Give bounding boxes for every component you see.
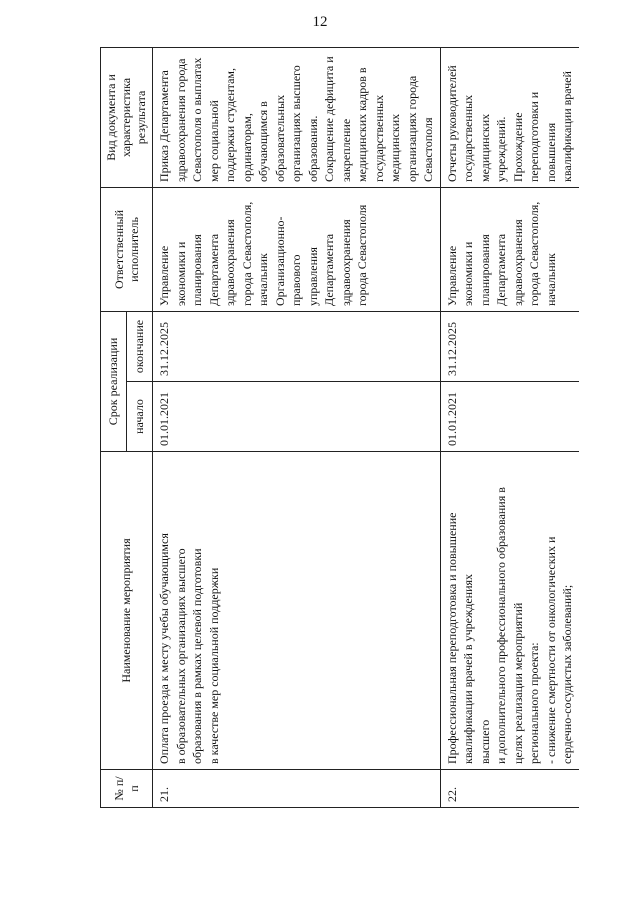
row-start: 01.01.2021 bbox=[153, 382, 441, 452]
header-start: начало bbox=[127, 382, 153, 452]
table-row bbox=[153, 47, 441, 807]
name-line: Профессиональная переподготовка и повышение квалификации врачей в учреждениях bbox=[444, 512, 475, 764]
header-num: № п/п bbox=[101, 770, 153, 808]
row-start: 01.01.2021 bbox=[440, 382, 579, 452]
page-number: 12 bbox=[312, 14, 328, 30]
name-line: высшего bbox=[477, 719, 492, 764]
name-line: - снижение смертности от онкологических и bbox=[543, 536, 558, 764]
row-name bbox=[440, 452, 579, 770]
row-num: 22. bbox=[440, 770, 579, 808]
row-document: Приказ Департамента здравоохранения города Севастополя о выплатах мер социальной поддержки студентам, ординаторам, обучающимся в образовательных организациях высшего образования. Сокращение дефицита и закрепление медицинских кадров в государственных медицинских организациях города Севастополя bbox=[153, 47, 441, 187]
name-line: сердечно-сосудистых заболеваний; bbox=[560, 584, 574, 764]
row-responsible: Управление экономики и планирования Департамента здравоохранения города Севастополя, начальник bbox=[440, 187, 579, 311]
table-row bbox=[440, 47, 579, 807]
row-responsible: Управление экономики и планирования Департамента здравоохранения города Севастополя, начальник Организационно-правового управления Департамента здравоохранения города Севастополя bbox=[153, 187, 441, 311]
header-row bbox=[101, 47, 127, 807]
header-document: Вид документа и характеристика результата bbox=[101, 47, 153, 187]
row-name bbox=[153, 452, 441, 770]
name-line: в образовательных организациях высшего bbox=[173, 548, 188, 764]
row-end: 31.12.2025 bbox=[440, 311, 579, 381]
row-num: 21. bbox=[153, 770, 441, 808]
name-line: образования в рамках целевой подготовки bbox=[190, 548, 204, 764]
name-line: в качестве мер социальной поддержки bbox=[206, 567, 221, 764]
rotated-table-content bbox=[100, 48, 640, 808]
header-name: Наименование мероприятия bbox=[101, 452, 153, 770]
header-responsible: Ответственный исполнитель bbox=[101, 187, 153, 311]
row-end: 31.12.2025 bbox=[153, 311, 441, 381]
header-period: Срок реализации bbox=[101, 311, 127, 451]
row-document: Отчеты руководителей государственных медицинских учреждений. Прохождение переподготовки и повышения квалификации врачей bbox=[440, 47, 579, 187]
measures-table bbox=[100, 47, 579, 808]
name-line: Оплата проезда к месту учебы обучающимся bbox=[157, 533, 171, 764]
header-end: окончание bbox=[127, 311, 153, 381]
rotated-table-frame bbox=[100, 48, 640, 808]
name-line: и дополнительного профессионального образования в целях реализации мероприятий bbox=[494, 487, 525, 764]
name-line: регионального проекта: bbox=[527, 642, 541, 764]
